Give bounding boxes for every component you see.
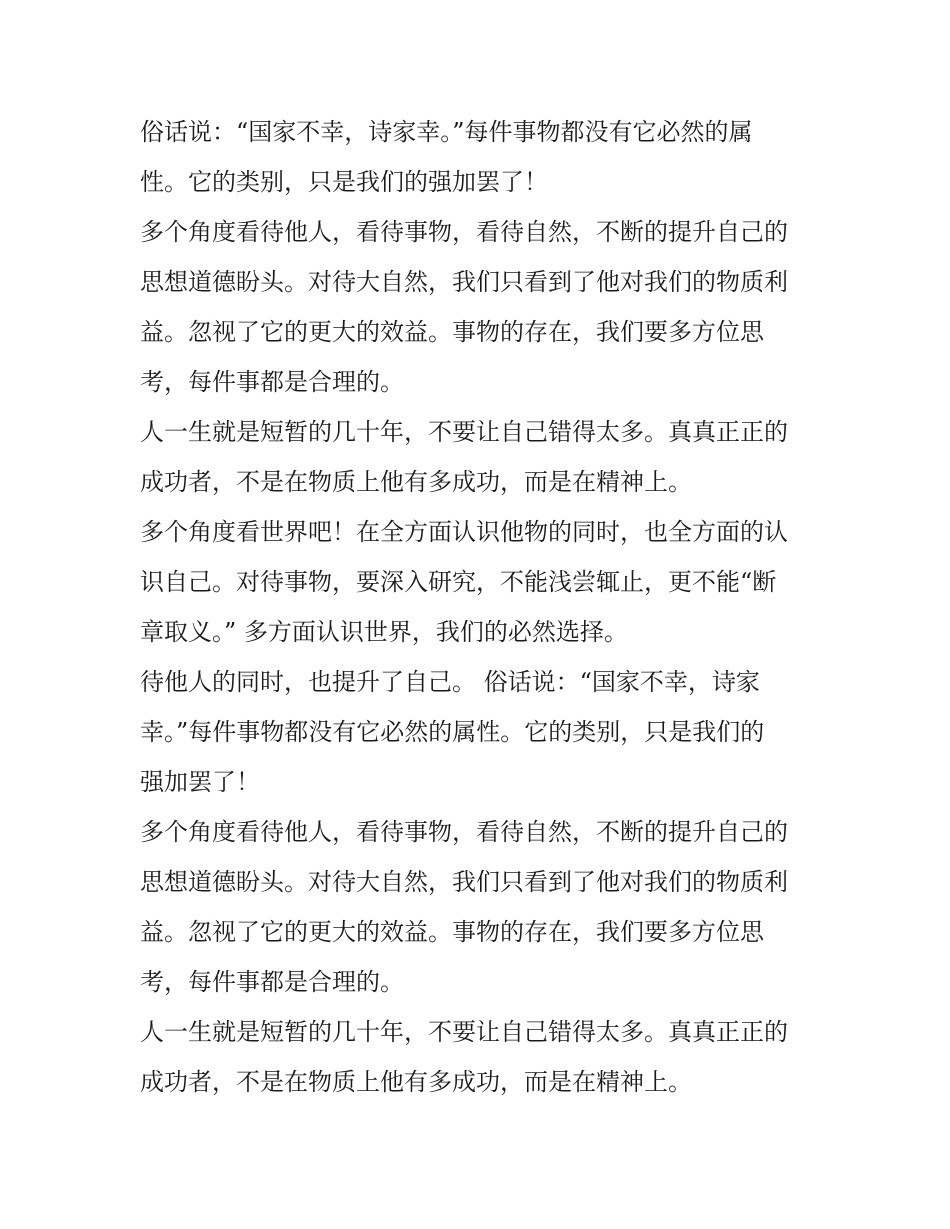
text-line: 思想道德盼头。对待大自然，我们只看到了他对我们的物质利 — [140, 868, 788, 896]
document-body — [140, 107, 815, 1107]
text-line: 人一生就是短暂的几十年，不要让自己错得太多。真真正正的 — [140, 1018, 788, 1046]
text-line: 多个角度看世界吧！在全方面认识他物的同时，也全方面的认 — [140, 518, 788, 546]
text-line: 强加罢了！ — [140, 768, 260, 796]
text-line: 多个角度看待他人，看待事物，看待自然，不断的提升自己的 — [140, 218, 788, 246]
text-line: 章取义。” 多方面认识世界，我们的必然选择。 — [140, 618, 628, 646]
text-line: 人一生就是短暂的几十年，不要让自己错得太多。真真正正的 — [140, 418, 788, 446]
text-line: 识自己。对待事物，要深入研究，不能浅尝辄止，更不能“断 — [140, 568, 777, 596]
text-line: 性。它的类别，只是我们的强加罢了！ — [140, 168, 548, 196]
text-line: 成功者，不是在物质上他有多成功，而是在精神上。 — [140, 1068, 692, 1096]
text-line: 俗话说：“国家不幸，诗家幸。”每件事物都没有它必然的属 — [140, 118, 753, 146]
text-line: 益。忽视了它的更大的效益。事物的存在，我们要多方位思 — [140, 918, 764, 946]
text-line: 益。忽视了它的更大的效益。事物的存在，我们要多方位思 — [140, 318, 764, 346]
text-line: 思想道德盼头。对待大自然，我们只看到了他对我们的物质利 — [140, 268, 788, 296]
text-line: 待他人的同时，也提升了自己。 俗话说：“国家不幸，诗家 — [140, 668, 760, 696]
text-line: 考，每件事都是合理的。 — [140, 968, 404, 996]
text-line: 多个角度看待他人，看待事物，看待自然，不断的提升自己的 — [140, 818, 788, 846]
text-line: 考，每件事都是合理的。 — [140, 368, 404, 396]
text-line: 幸。”每件事物都没有它必然的属性。它的类别，只是我们的 — [140, 718, 765, 746]
text-line: 成功者，不是在物质上他有多成功，而是在精神上。 — [140, 468, 692, 496]
